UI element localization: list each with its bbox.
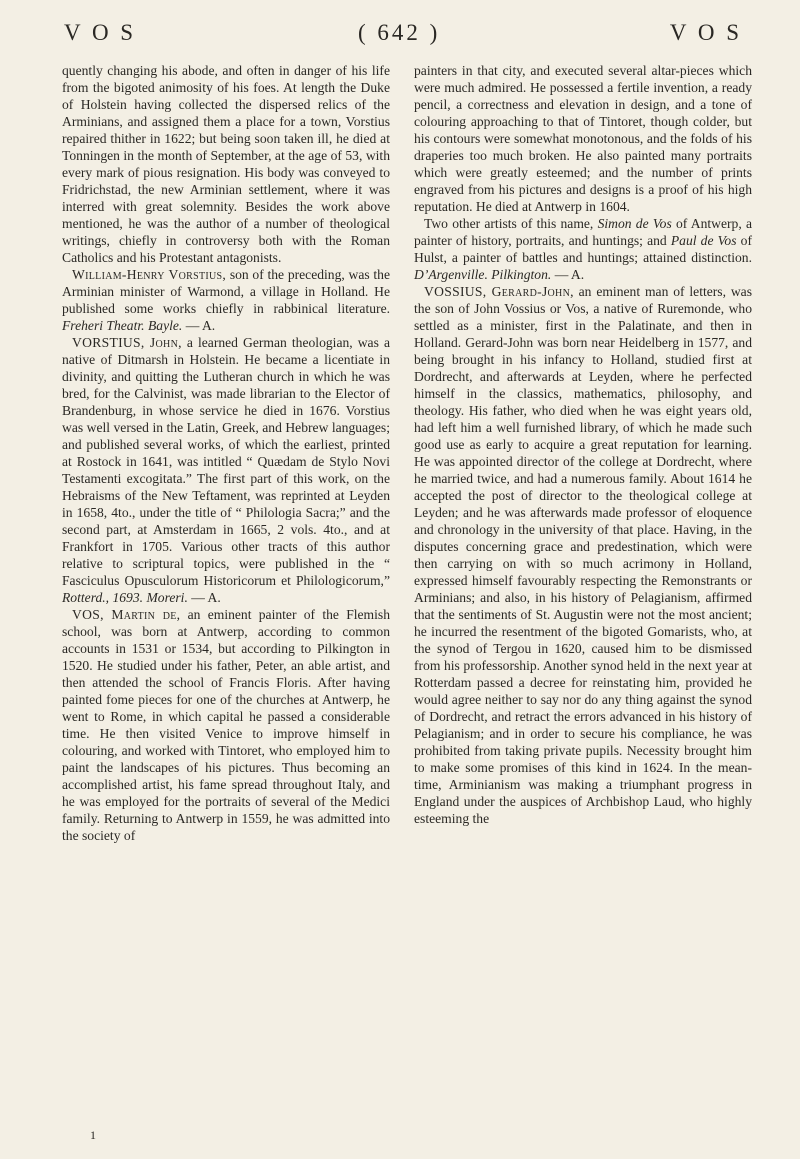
entry-head: VORSTIUS, John, — [72, 335, 182, 350]
entry-vos-martin-de: VOS, Martin de, an eminent painter of the Flemish school, was born at Antwerp, according to common accounts in 1531 or 1534, but according to Pilkington in 1520. He studied under his father, Peter, an able artist, and then attended the school of Francis Floris. After having painted fome pieces for one of the churches at Antwerp, he went to Rome, in which capital he passed a considerable time. He then visited Venice to improve himself in colouring, and worked with Tintoret, who employed him to paint the landscapes of his pictures. Thus becoming an accomplished artist, his fame spread throughout Italy, and he was employed for the portraits of several of the Medici family. Returning to Antwerp in 1559, he was admitted into the society of — [62, 607, 390, 843]
header-left: V O S — [64, 20, 137, 45]
right-column — [414, 62, 752, 827]
source-citation: Rotterd., 1693. Moreri. — [62, 590, 188, 605]
running-header — [60, 14, 742, 48]
entry-other-vos-artists: Two other artists of this name, Simon de Vos of Antwerp, a painter of history, portraits, and huntings; and Paul de Vos of Hulst, a painter of battles and huntings; attained distinction. D’Argenville. Pilkington. — A. — [414, 216, 753, 282]
left-column — [62, 62, 390, 844]
signature-mark: 1 — [90, 1128, 96, 1142]
entry-head: VOSSIUS, Gerard-John, — [424, 284, 574, 299]
entry-vorstius-john: VORSTIUS, John, a learned German theologian, was a native of Ditmarsh in Holstein. He became a licentiate in divinity, and quitting the Lutheran church in which he was bred, for the Calvinist, was made librarian to the Elector of Brandenburg, in whose service he died in 1676. Vorstius was well versed in the Latin, Greek, and Hebrew languages; and published several works, of which the earliest, printed at Rostock in 1641, was intitled “ Quædam de Stylo Novi Testamenti excogitata.” The first part of this work, on the Hebraisms of the New Teftament, was reprinted at Leyden in 1658, 4to., under the title of “ Philologia Sacra;” and the second part, at Amsterdam in 1665, 2 vols. 4to., and at Frankfort in 1705. Various other tracts of this author relative to scriptural topics, were published in the “ Fasciculus Opusculorum Historicorum et Philologicorum,” Rotterd., 1693. Moreri. — A. — [62, 335, 390, 605]
entry-head: William-Henry Vorstius, — [72, 267, 227, 282]
entry-head: VOS, Martin de, — [72, 607, 181, 622]
page-number: ( 642 ) — [358, 20, 441, 45]
source-citation: Freheri Theatr. Bayle. — [62, 318, 183, 333]
paragraph: quently changing his abode, and often in danger of his life from the bigoted animosity of his foes. At length the Duke of Holstein having collected the dispersed relics of the Arminians, and assigned them a place for a town, Vorstius repaired thither in 1622; but being soon taken ill, he died at Tonningen in the month of September, at the age of 53, with every mark of pious resignation. His body was conveyed to Fridrichstad, the new Arminian settlement, where it was interred with great solemnity. Besides the work above mentioned, he was the author of a number of theological writings, chiefly in controversy both with the Roman Catholics and his Protestant antagonists. — [62, 63, 390, 265]
paragraph: painters in that city, and executed several altar-pieces which were much admired. He possessed a fertile invention, a ready pencil, a correctness and elevation in design, and a tone of colouring approaching to that of Tintoret, though colder, but his contours were somewhat monotonous, and the folds of his draperies too much broken. He also painted many portraits which were greatly esteemed; and the number of prints engraved from his pictures and designs is a proof of his high reputation. He died at Antwerp in 1604. — [414, 63, 752, 214]
entry-william-henry-vorstius: William-Henry Vorstius, son of the preceding, was the Arminian minister of Warmond, a village in Holland. He published some works chiefly in rabbinical literature. Freheri Theatr. Bayle. — A. — [62, 267, 390, 333]
entry-vossius-gerard-john: VOSSIUS, Gerard-John, an eminent man of letters, was the son of John Vossius or Vos, a native of Ruremonde, who settled as a minister, first in the Palatinate, and then in Holland. Gerard-John was born near Heidelberg in 1577, and being brought in his infancy to Holland, studied first at Dordrecht, and afterwards at Leyden, where he perfected himself in the classics, mathematics, philosophy, and theology. His father, who died when he was eight years old, had left him a well furnished library, of which he made such good use as early to acquire a great reputation for learning. He was appointed director of the college at Dordrecht, where he married twice, and had a numerous family. About 1614 he accepted the post of director to the theological college at Leyden; and he was afterwards made professor of eloquence and chronology in the university of that place. Having, in the disputes concerning grace and predestination, which were then carrying on with so much acrimony in Holland, expressed himself favourably respecting the Remonstrants or Arminians; and also, in his history of Pelagianism, affirmed that the sentiments of St. Augustin were not the most ancient; he incurred the resentment of the bigoted Gomarists, who, at the synod of Tergou in 1620, caused him to be dismissed from his professorship. Another synod held in the next year at Rotterdam passed a decree for reinstating him, provided he would agree neither to say nor do any thing against the synod of Dordrecht, and retract the errors advanced in his history of Pelagianism; and in order to secure his compliance, he was prohibited from taking private pupils. Necessity brought him to make some promises of this kind in 1624. In the mean-time, Arminianism was making a triumphant progress in England under the auspices of Archbishop Laud, who highly esteeming the — [414, 284, 752, 826]
source-citation: D’Argenville. Pilkington. — [414, 267, 552, 282]
header-right: V O S — [669, 20, 742, 45]
